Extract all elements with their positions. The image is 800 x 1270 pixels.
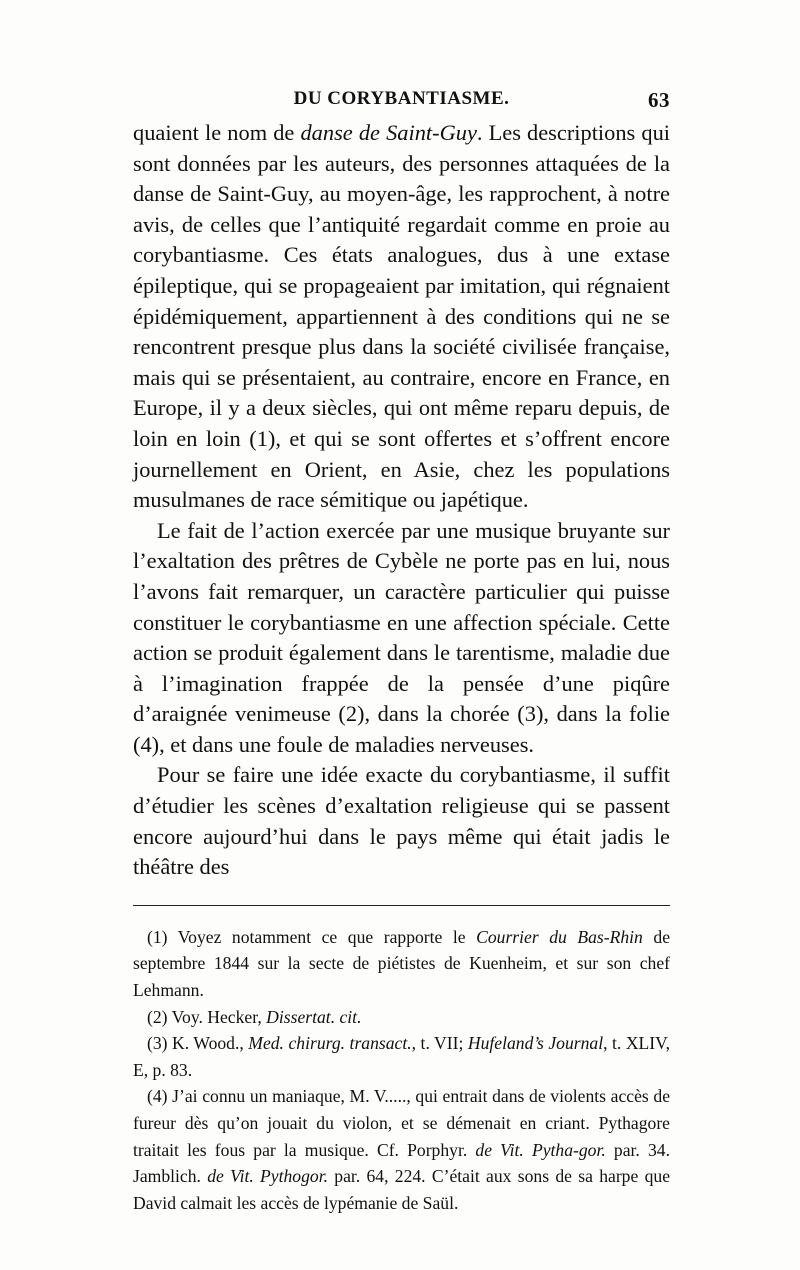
footnote-separator xyxy=(133,905,670,906)
footnote-3-text-c: , t. XLIV, E, p. 83. xyxy=(133,1033,670,1080)
footnote-1-text-b: de septembre 1844 sur la secte de piétistes de Kuenheim, et sur son chef Lehmann. xyxy=(133,926,671,1001)
running-head xyxy=(133,88,670,118)
paragraph-1-italic: danse de Saint-Guy xyxy=(300,120,477,145)
footnote-3 xyxy=(133,1030,670,1083)
footnote-3-text-b: , t. VII; xyxy=(411,1033,468,1054)
footnote-3-italic-a: Med. chirurg. transact. xyxy=(248,1033,412,1054)
book-page xyxy=(133,88,670,1216)
page-number: 63 xyxy=(648,88,670,112)
footnote-3-italic-b: Hufeland’s Journal xyxy=(467,1033,604,1054)
footnote-4-italic-b: de Vit. Pythogor. xyxy=(207,1166,328,1187)
paragraph-3: Pour se faire une idée exacte du corybantiasme, il suffit d’étudier les scènes d’exaltation religieuse qui se passent encore aujourd’hui dans le pays même qui était jadis le théâtre des xyxy=(133,762,670,880)
footnote-4-text-a: (4) J’ai connu un maniaque, M. V....., qui entrait dans de violents accès de fureur dès qu’on jouait du violon, et se démenait en criant. Pythagore traitait les fous par la musique. Cf. Porphyr. xyxy=(133,1086,670,1160)
paragraph-1-text-a: quaient le nom de xyxy=(133,120,301,145)
footnote-2 xyxy=(133,1004,670,1031)
footnote-4-italic-a: de Vit. Pytha-gor. xyxy=(475,1139,606,1160)
main-text xyxy=(133,118,670,883)
footnote-3-text-a: (3) K. Wood., xyxy=(147,1033,249,1054)
footnotes xyxy=(133,924,670,1217)
paragraph-2: Le fait de l’action exercée par une musique bruyante sur l’exaltation des prêtres de Cybèle ne porte pas en lui, nous l’avons fait remarquer, un caractère particulier qui puisse constituer le corybantiasme en une affection spéciale. Cette action se produit également dans le tarentisme, maladie due à l’imagination frappée de la pensée d’une piqûre d’araignée venimeuse (2), dans la chorée (3), dans la folie (4), et dans une foule de maladies nerveuses. xyxy=(133,517,670,757)
running-title: DU CORYBANTIASME. xyxy=(293,88,510,109)
footnote-2-text: (2) Voy. Hecker, xyxy=(147,1006,267,1027)
footnote-1 xyxy=(133,924,670,1004)
footnote-4-text-b: par. 34. Jamblich. xyxy=(133,1139,670,1187)
paragraph-1 xyxy=(133,118,670,516)
footnote-2-italic: Dissertat. cit. xyxy=(266,1006,362,1027)
footnote-4 xyxy=(133,1083,670,1216)
footnote-1-italic: Courrier du Bas-Rhin xyxy=(476,926,643,947)
footnote-1-text-a: (1) Voyez notamment ce que rapporte le xyxy=(147,926,477,947)
footnote-4-text-c: par. 64, 224. C’était aux sons de sa harpe que David calmait les accès de lypémanie de Saül. xyxy=(133,1166,670,1213)
paragraph-1-text-b: . Les descriptions qui sont données par les auteurs, des personnes attaquées de la danse de Saint-Guy, au moyen-âge, les rapprochent, à notre avis, de celles que l’antiquité regardait comme en proie au corybantiasme. Ces états analogues, dus à une extase épileptique, qui se propageaient par imitation, qui régnaient épidémiquement, appartiennent à des conditions qui ne se rencontrent presque plus dans la société civilisée française, mais qui se présentaient, au contraire, encore en France, en Europe, il y a deux siècles, qui ont même reparu depuis, de loin en loin (1), et qui se sont offertes et s’offrent encore journellement en Orient, en Asie, chez les populations musulmanes de race sémitique ou japétique. xyxy=(133,120,670,513)
